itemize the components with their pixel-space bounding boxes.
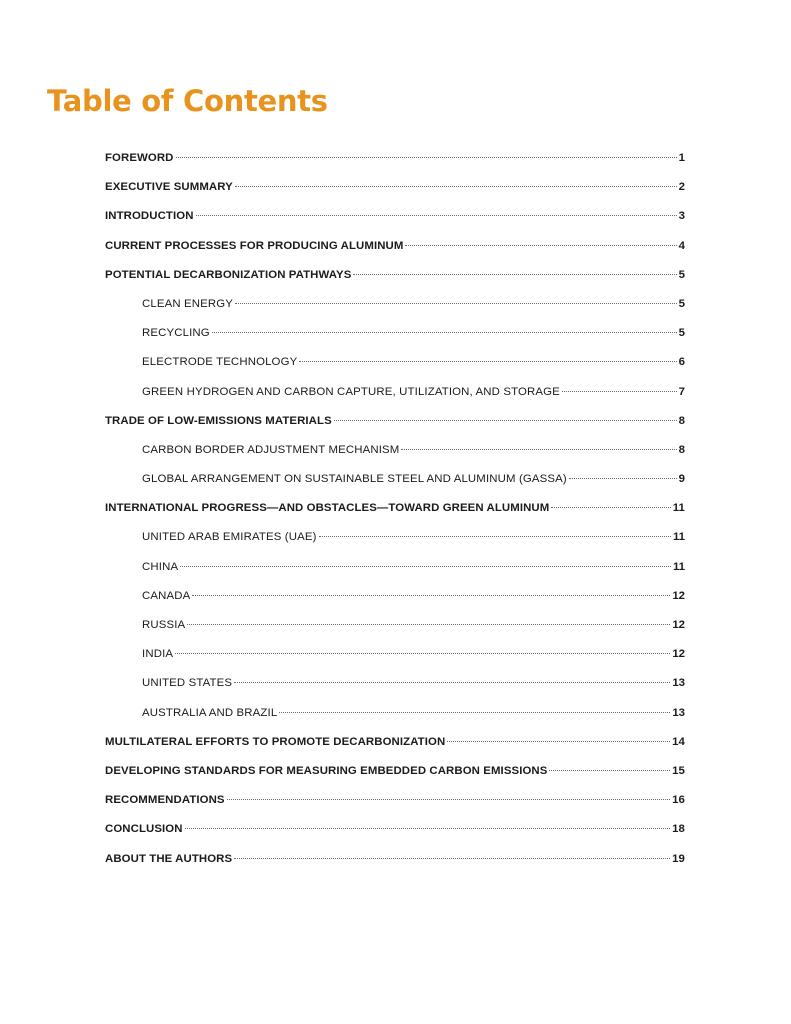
toc-page-number: 19 bbox=[672, 852, 685, 865]
toc-page-number: 9 bbox=[678, 473, 685, 486]
dot-leader bbox=[549, 769, 670, 771]
toc-entry-label: TRADE OF LOW-EMISSIONS MATERIALS bbox=[105, 414, 332, 427]
toc-entry[interactable] bbox=[105, 236, 685, 265]
dot-leader bbox=[212, 331, 677, 333]
toc-page-number: 7 bbox=[678, 385, 685, 398]
dot-leader bbox=[192, 594, 670, 596]
toc-entry-label: AUSTRALIA AND BRAZIL bbox=[142, 706, 278, 719]
toc-page-number: 6 bbox=[678, 356, 685, 369]
toc-subentry[interactable] bbox=[105, 644, 685, 673]
toc-entry[interactable] bbox=[105, 819, 685, 848]
dot-leader bbox=[185, 827, 671, 829]
toc-page-number: 5 bbox=[678, 297, 685, 310]
toc-entry-label: CURRENT PROCESSES FOR PRODUCING ALUMINUM bbox=[105, 239, 404, 252]
toc-subentry[interactable] bbox=[105, 352, 685, 381]
toc-page-number: 11 bbox=[672, 502, 685, 515]
toc-page-number: 18 bbox=[672, 823, 685, 836]
toc-entry[interactable] bbox=[105, 761, 685, 790]
toc-entry-label: MULTILATERAL EFFORTS TO PROMOTE DECARBONIZATION bbox=[105, 735, 446, 748]
toc-entry-label: CANADA bbox=[142, 589, 191, 602]
toc-entry[interactable] bbox=[105, 498, 685, 527]
toc-page-number: 12 bbox=[672, 589, 685, 602]
toc-subentry[interactable] bbox=[105, 673, 685, 702]
dot-leader bbox=[405, 244, 676, 246]
dot-leader bbox=[175, 652, 670, 654]
toc-entry-label: GREEN HYDROGEN AND CARBON CAPTURE, UTILIZATION, AND STORAGE bbox=[142, 385, 560, 398]
toc-entry-label: CARBON BORDER ADJUSTMENT MECHANISM bbox=[142, 443, 400, 456]
dot-leader bbox=[299, 360, 676, 362]
toc-page-number: 8 bbox=[678, 443, 685, 456]
toc-entry[interactable] bbox=[105, 732, 685, 761]
toc-subentry[interactable] bbox=[105, 440, 685, 469]
dot-leader bbox=[319, 535, 671, 537]
table-of-contents bbox=[105, 148, 685, 878]
toc-page-number: 12 bbox=[672, 648, 685, 661]
dot-leader bbox=[279, 711, 670, 713]
toc-page-number: 2 bbox=[678, 181, 685, 194]
toc-page-number: 12 bbox=[672, 619, 685, 631]
dot-leader bbox=[569, 477, 677, 479]
toc-page-number: 5 bbox=[678, 268, 685, 281]
toc-page-number: 5 bbox=[678, 327, 685, 340]
toc-entry[interactable] bbox=[105, 177, 685, 206]
toc-entry-label: UNITED STATES bbox=[142, 677, 233, 690]
toc-page-number: 16 bbox=[672, 794, 685, 807]
toc-subentry[interactable] bbox=[105, 557, 685, 586]
dot-leader bbox=[234, 857, 670, 859]
toc-entry[interactable] bbox=[105, 265, 685, 294]
toc-subentry[interactable] bbox=[105, 703, 685, 732]
toc-page-number: 15 bbox=[672, 764, 685, 777]
toc-entry[interactable] bbox=[105, 849, 685, 878]
toc-entry-label: GLOBAL ARRANGEMENT ON SUSTAINABLE STEEL AND ALUMINUM (GASSA) bbox=[142, 473, 567, 486]
dot-leader bbox=[227, 798, 671, 800]
toc-page-number: 13 bbox=[672, 677, 685, 690]
toc-entry-label: ELECTRODE TECHNOLOGY bbox=[142, 356, 298, 369]
toc-entry[interactable] bbox=[105, 411, 685, 440]
toc-subentry[interactable] bbox=[105, 615, 685, 644]
toc-entry-label: CHINA bbox=[142, 560, 179, 573]
toc-entry-label: INTRODUCTION bbox=[105, 210, 194, 223]
toc-entry-label: INDIA bbox=[142, 648, 174, 661]
toc-entry-label: EXECUTIVE SUMMARY bbox=[105, 181, 233, 194]
toc-subentry[interactable] bbox=[105, 323, 685, 352]
toc-subentry[interactable] bbox=[105, 382, 685, 411]
toc-entry-label: DEVELOPING STANDARDS FOR MEASURING EMBEDDED CARBON EMISSIONS bbox=[105, 764, 548, 777]
toc-entry-label: FOREWORD bbox=[105, 152, 174, 164]
toc-entry-label: RECOMMENDATIONS bbox=[105, 794, 225, 807]
dot-leader bbox=[187, 623, 670, 625]
toc-entry-label: RUSSIA bbox=[142, 619, 186, 631]
dot-leader bbox=[353, 273, 676, 275]
toc-entry-label: POTENTIAL DECARBONIZATION PATHWAYS bbox=[105, 268, 352, 281]
dot-leader bbox=[401, 448, 676, 450]
toc-entry[interactable] bbox=[105, 206, 685, 235]
page-title: Table of Contents bbox=[47, 84, 328, 118]
toc-entry[interactable] bbox=[105, 790, 685, 819]
dot-leader bbox=[562, 390, 677, 392]
toc-entry-label: CLEAN ENERGY bbox=[142, 297, 234, 310]
toc-entry-label: UNITED ARAB EMIRATES (UAE) bbox=[142, 531, 317, 544]
dot-leader bbox=[234, 681, 670, 683]
toc-entry-label: INTERNATIONAL PROGRESS—AND OBSTACLES—TOWARD GREEN ALUMINUM bbox=[105, 502, 550, 515]
dot-leader bbox=[196, 214, 677, 216]
toc-page-number: 4 bbox=[678, 239, 685, 252]
dot-leader bbox=[176, 156, 677, 158]
toc-entry-label: ABOUT THE AUTHORS bbox=[105, 852, 233, 865]
toc-page-number: 11 bbox=[672, 531, 685, 544]
toc-page-number: 14 bbox=[672, 735, 685, 748]
dot-leader bbox=[551, 506, 670, 508]
toc-subentry[interactable] bbox=[105, 527, 685, 556]
toc-subentry[interactable] bbox=[105, 469, 685, 498]
toc-page-number: 1 bbox=[678, 152, 685, 164]
dot-leader bbox=[180, 565, 671, 567]
toc-page-number: 13 bbox=[672, 706, 685, 719]
toc-entry-label: RECYCLING bbox=[142, 327, 210, 340]
toc-page-number: 11 bbox=[672, 560, 685, 573]
toc-subentry[interactable] bbox=[105, 294, 685, 323]
toc-page-number: 3 bbox=[678, 210, 685, 223]
dot-leader bbox=[334, 419, 677, 421]
dot-leader bbox=[235, 185, 677, 187]
toc-subentry[interactable] bbox=[105, 586, 685, 615]
toc-entry-label: CONCLUSION bbox=[105, 823, 183, 836]
dot-leader bbox=[235, 302, 677, 304]
dot-leader bbox=[447, 740, 670, 742]
toc-entry[interactable] bbox=[105, 148, 685, 177]
toc-page-number: 8 bbox=[678, 414, 685, 427]
